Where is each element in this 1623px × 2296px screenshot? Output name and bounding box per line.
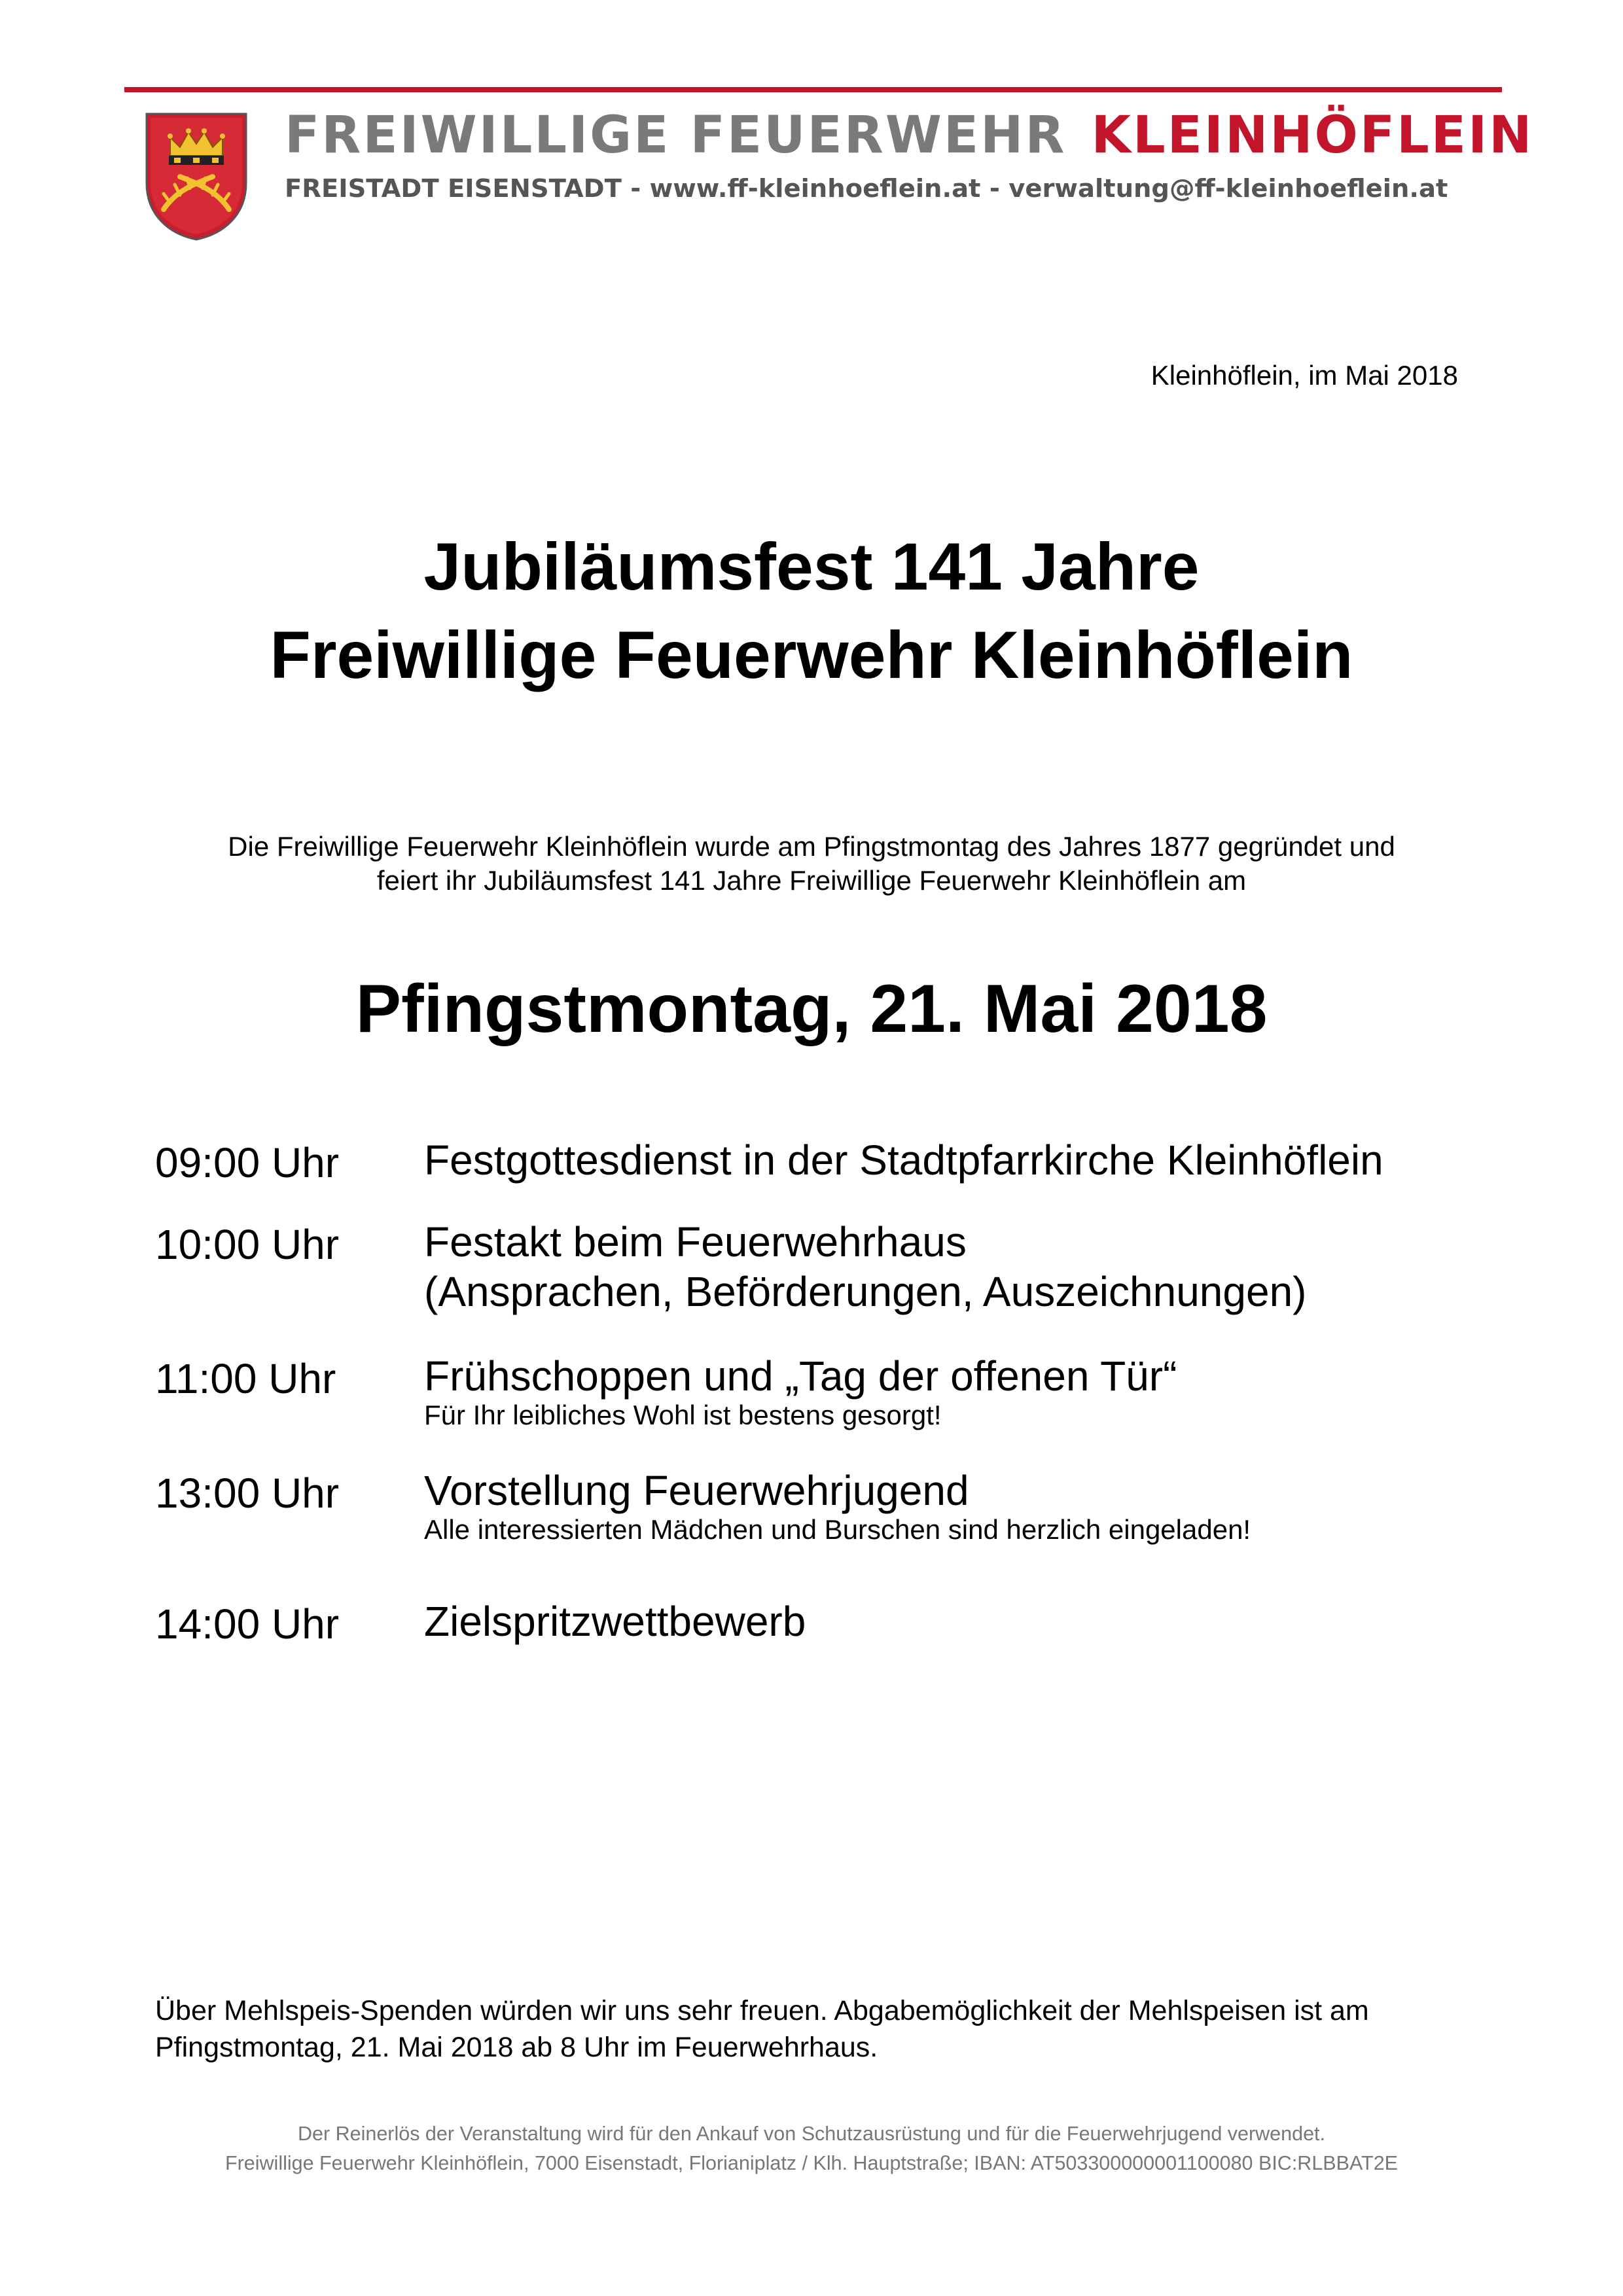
schedule-event: Frühschoppen und „Tag der offenen Tür“: [424, 1352, 1177, 1400]
title-line-1: Jubiläumsfest 141 Jahre: [423, 529, 1200, 604]
schedule-event: Zielspritzwettbewerb: [424, 1598, 806, 1645]
schedule-time: 11:00 Uhr: [155, 1355, 336, 1402]
intro-line-1: Die Freiwillige Feuerwehr Kleinhöflein wurde am Pfingstmontag des Jahres 1877 gegründet und: [228, 831, 1395, 862]
schedule-time: 13:00 Uhr: [155, 1470, 340, 1517]
footer-line-1: Der Reinerlös der Veranstaltung wird für den Ankauf von Schutzausrüstung und für die Feuerwehrjugend verwendet.: [298, 2123, 1325, 2145]
donation-note: Über Mehlspeis-Spenden würden wir uns sehr freuen. Abgabemöglichkeit der Mehlspeisen ist am Pfingstmontag, 21. Mai 2018 ab 8 Uhr im Feuerwehrhaus.: [155, 1995, 1369, 2063]
schedule-event: Vorstellung Feuerwehrjugend: [424, 1467, 969, 1514]
organization-name: [285, 106, 1534, 165]
event-date: Pfingstmontag, 21. Mai 2018: [355, 971, 1268, 1047]
footer-line-2: Freiwillige Feuerwehr Kleinhöflein, 7000 Eisenstadt, Florianiplatz / Klh. Hauptstraße; IBAN: AT503300000001100080 BIC:RLBBAT2E: [224, 2152, 1398, 2174]
organization-name-grey: FREIWILLIGE FEUERWEHR: [285, 106, 1067, 165]
place-and-date: Kleinhöflein, im Mai 2018: [1150, 360, 1458, 391]
organization-name-red: KLEINHÖFLEIN: [1091, 106, 1534, 165]
coat-of-arms-icon: [144, 111, 249, 242]
schedule-event-note: Für Ihr leibliches Wohl ist bestens gesorgt!: [424, 1400, 942, 1430]
schedule-time: 14:00 Uhr: [155, 1600, 340, 1648]
schedule-event-note: Alle interessierten Mädchen und Burschen sind herzlich eingeladen!: [424, 1514, 1251, 1545]
schedule-time: 10:00 Uhr: [155, 1221, 340, 1268]
schedule-time: 09:00 Uhr: [155, 1139, 340, 1186]
intro-line-2: feiert ihr Jubiläumsfest 141 Jahre Freiwillige Feuerwehr Kleinhöflein am: [376, 865, 1247, 896]
schedule-event-detail: (Ansprachen, Beförderungen, Auszeichnungen): [424, 1268, 1307, 1315]
title-line-2: Freiwillige Feuerwehr Kleinhöflein: [270, 618, 1353, 692]
header-rule: [124, 87, 1502, 92]
schedule-event: Festakt beim Feuerwehrhaus: [424, 1218, 967, 1265]
organization-subline: FREISTADT EISENSTADT - www.ff-kleinhoeflein.at - verwaltung@ff-kleinhoeflein.at: [285, 174, 1448, 203]
schedule-event: Festgottesdienst in der Stadtpfarrkirche Kleinhöflein: [424, 1137, 1383, 1184]
